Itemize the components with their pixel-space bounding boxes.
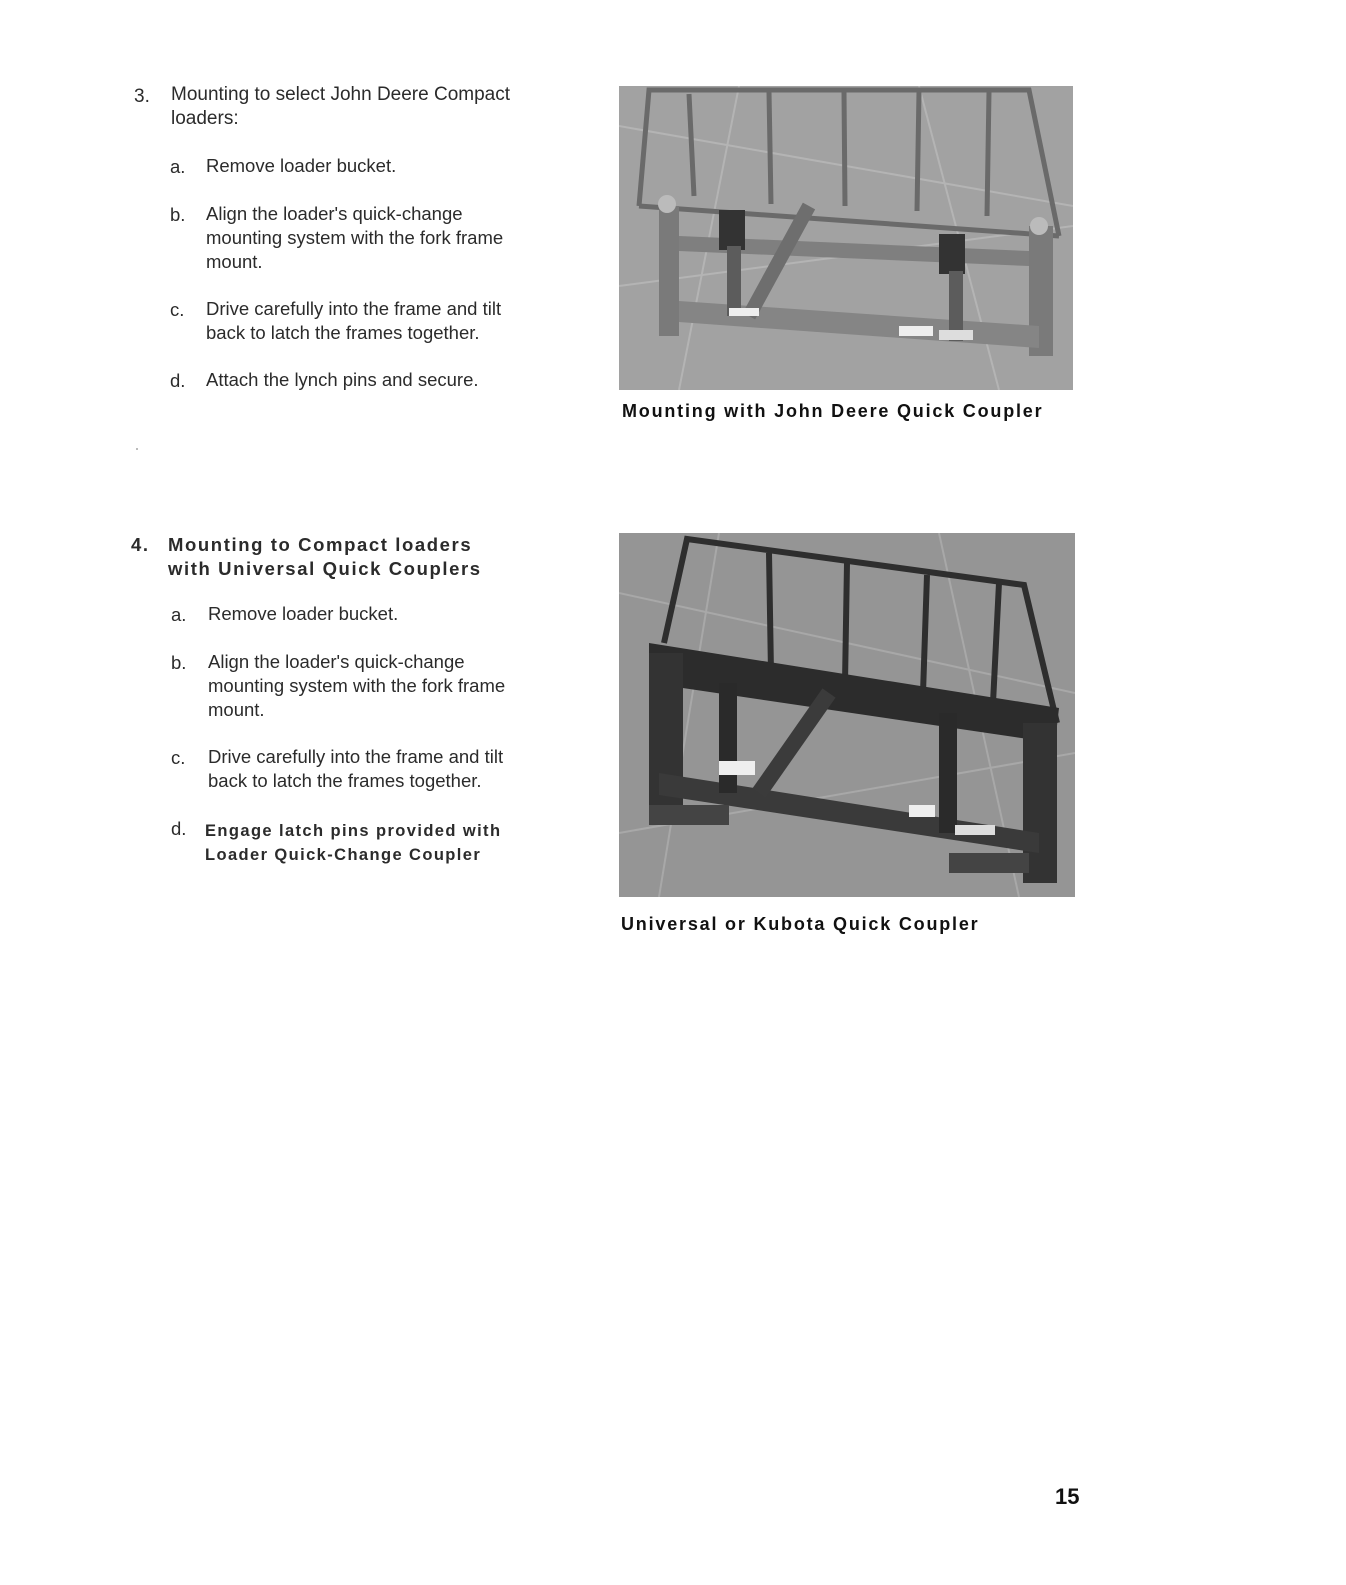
step-number: 4. [131, 534, 150, 555]
substep-letter: c. [170, 299, 185, 320]
substep-letter: d. [170, 370, 186, 391]
stray-mark [136, 448, 138, 450]
substep-letter: c. [171, 747, 186, 768]
substep-text: Attach the lynch pins and secure. [206, 369, 479, 390]
substep-text: Remove loader bucket. [208, 603, 399, 624]
pallet-fork-frame-photo [619, 86, 1073, 390]
step-number: 3. [134, 86, 150, 107]
substep-letter: a. [171, 604, 187, 625]
substep-letter: b. [170, 204, 186, 225]
substep-text: Drive carefully into the frame and tilt back to latch the frames together. [208, 746, 504, 791]
photo-caption: Universal or Kubota Quick Coupler [621, 914, 980, 934]
substep-text: Align the loader's quick-change mounting system with the fork frame mount. [208, 651, 506, 720]
step-title: Mounting to Compact loaders with Universal Quick Couplers [168, 534, 482, 579]
pallet-fork-frame-photo [619, 533, 1075, 897]
substep-letter: b. [171, 652, 187, 673]
page-number: 15 [1055, 1484, 1080, 1509]
substep-letter: d. [171, 818, 187, 839]
step-title: Mounting to select John Deere Compact loaders: [171, 84, 511, 129]
substep-text: Remove loader bucket. [206, 155, 397, 176]
substep-text: Drive carefully into the frame and tilt back to latch the frames together. [206, 298, 502, 343]
photo-caption: Mounting with John Deere Quick Coupler [622, 401, 1044, 421]
substep-text: Align the loader's quick-change mounting system with the fork frame mount. [206, 203, 504, 272]
substep-letter: a. [170, 156, 186, 177]
substep-text: Engage latch pins provided with Loader Quick-Change Coupler [205, 822, 502, 864]
